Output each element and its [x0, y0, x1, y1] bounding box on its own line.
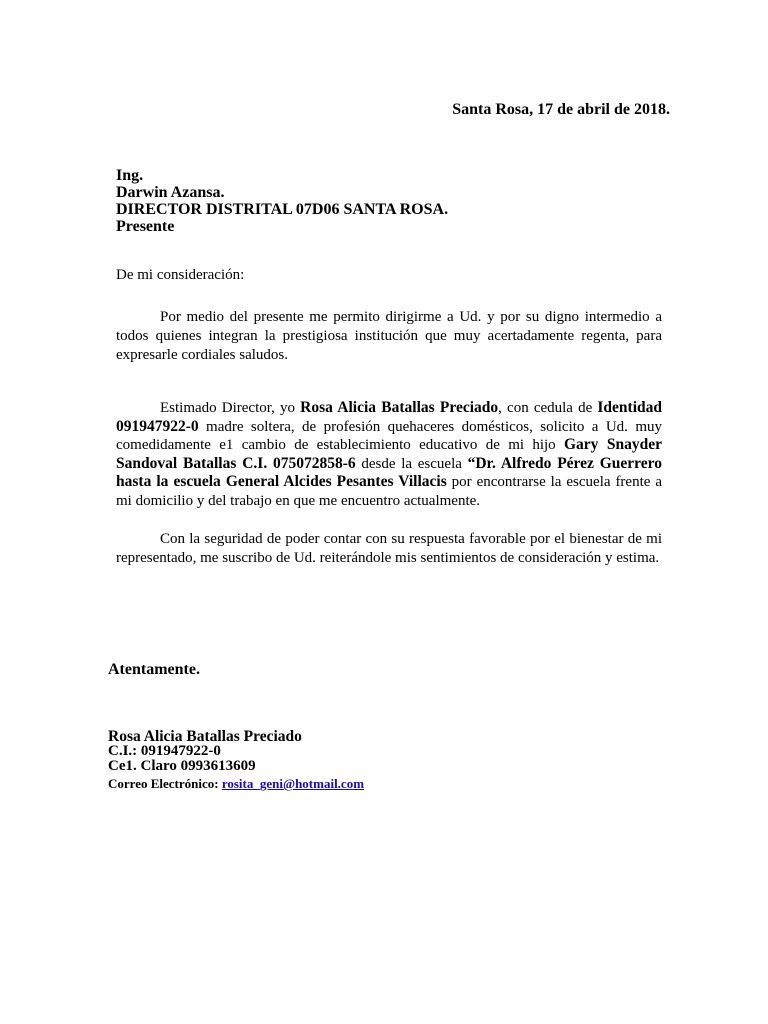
- signature-name: Rosa Alicia Batallas Preciado: [108, 728, 302, 745]
- request-text-1: Estimado Director, yo: [160, 400, 301, 416]
- child-name-id: Gary Snayder Sandoval Batallas C.I. 075072858-6: [116, 436, 662, 472]
- signature-ci: C.I.: 091947922-0: [108, 743, 221, 759]
- requester-name: Rosa Alicia Batallas Preciado: [300, 399, 499, 416]
- closing: Atentamente.: [108, 661, 200, 678]
- recipient-name: Darwin Azansa.: [116, 184, 225, 201]
- recipient-presente: Presente: [116, 218, 175, 235]
- request-text-2: , con cedula de: [498, 400, 598, 416]
- signature-email-row: [108, 776, 364, 791]
- salutation: De mi consideración:: [116, 267, 245, 283]
- request-text-5: por encontrarse la escuela frente a mi domicilio y del trabajo en que me encuentro actualmente.: [116, 474, 662, 509]
- request-text-4: desde la escuela: [355, 455, 468, 472]
- signature-phone: Ce1. Claro 0993613609: [108, 758, 256, 774]
- request-text-3: madre soltera, de profesión quehaceres domésticos, solicito a Ud. muy comedidamente e1 cambio de establecimiento educativo de mi hijo: [116, 418, 662, 453]
- recipient-block: [116, 167, 448, 235]
- paragraph-greeting: Por medio del presente me permito dirigirme a Ud. y por su digno intermedio a todos quienes integran la prestigiosa institución que muy acertadamente regenta, para expresarle cordiales saludos.: [116, 309, 662, 363]
- letter-date: Santa Rosa, 17 de abril de 2018.: [452, 101, 670, 118]
- schools-names: “Dr. Alfredo Pérez Guerrero hasta la escuela General Alcides Pesantes Villacis: [116, 454, 662, 490]
- paragraph-request: [116, 399, 662, 510]
- paragraph-farewell: Con la seguridad de poder contar con su respuesta favorable por el bienestar de mi representado, me suscribo de Ud. reiterándole mis sentimientos de consideración y estima.: [116, 531, 662, 566]
- email-label: Correo Electrónico:: [108, 776, 219, 791]
- email-link[interactable]: rosita_geni@hotmail.com: [221, 776, 365, 791]
- recipient-title: Ing.: [116, 167, 144, 184]
- requester-id: Identidad 091947922-0: [116, 399, 662, 435]
- signature-block: [108, 729, 364, 791]
- recipient-position: DIRECTOR DISTRITAL 07D06 SANTA ROSA.: [116, 201, 449, 218]
